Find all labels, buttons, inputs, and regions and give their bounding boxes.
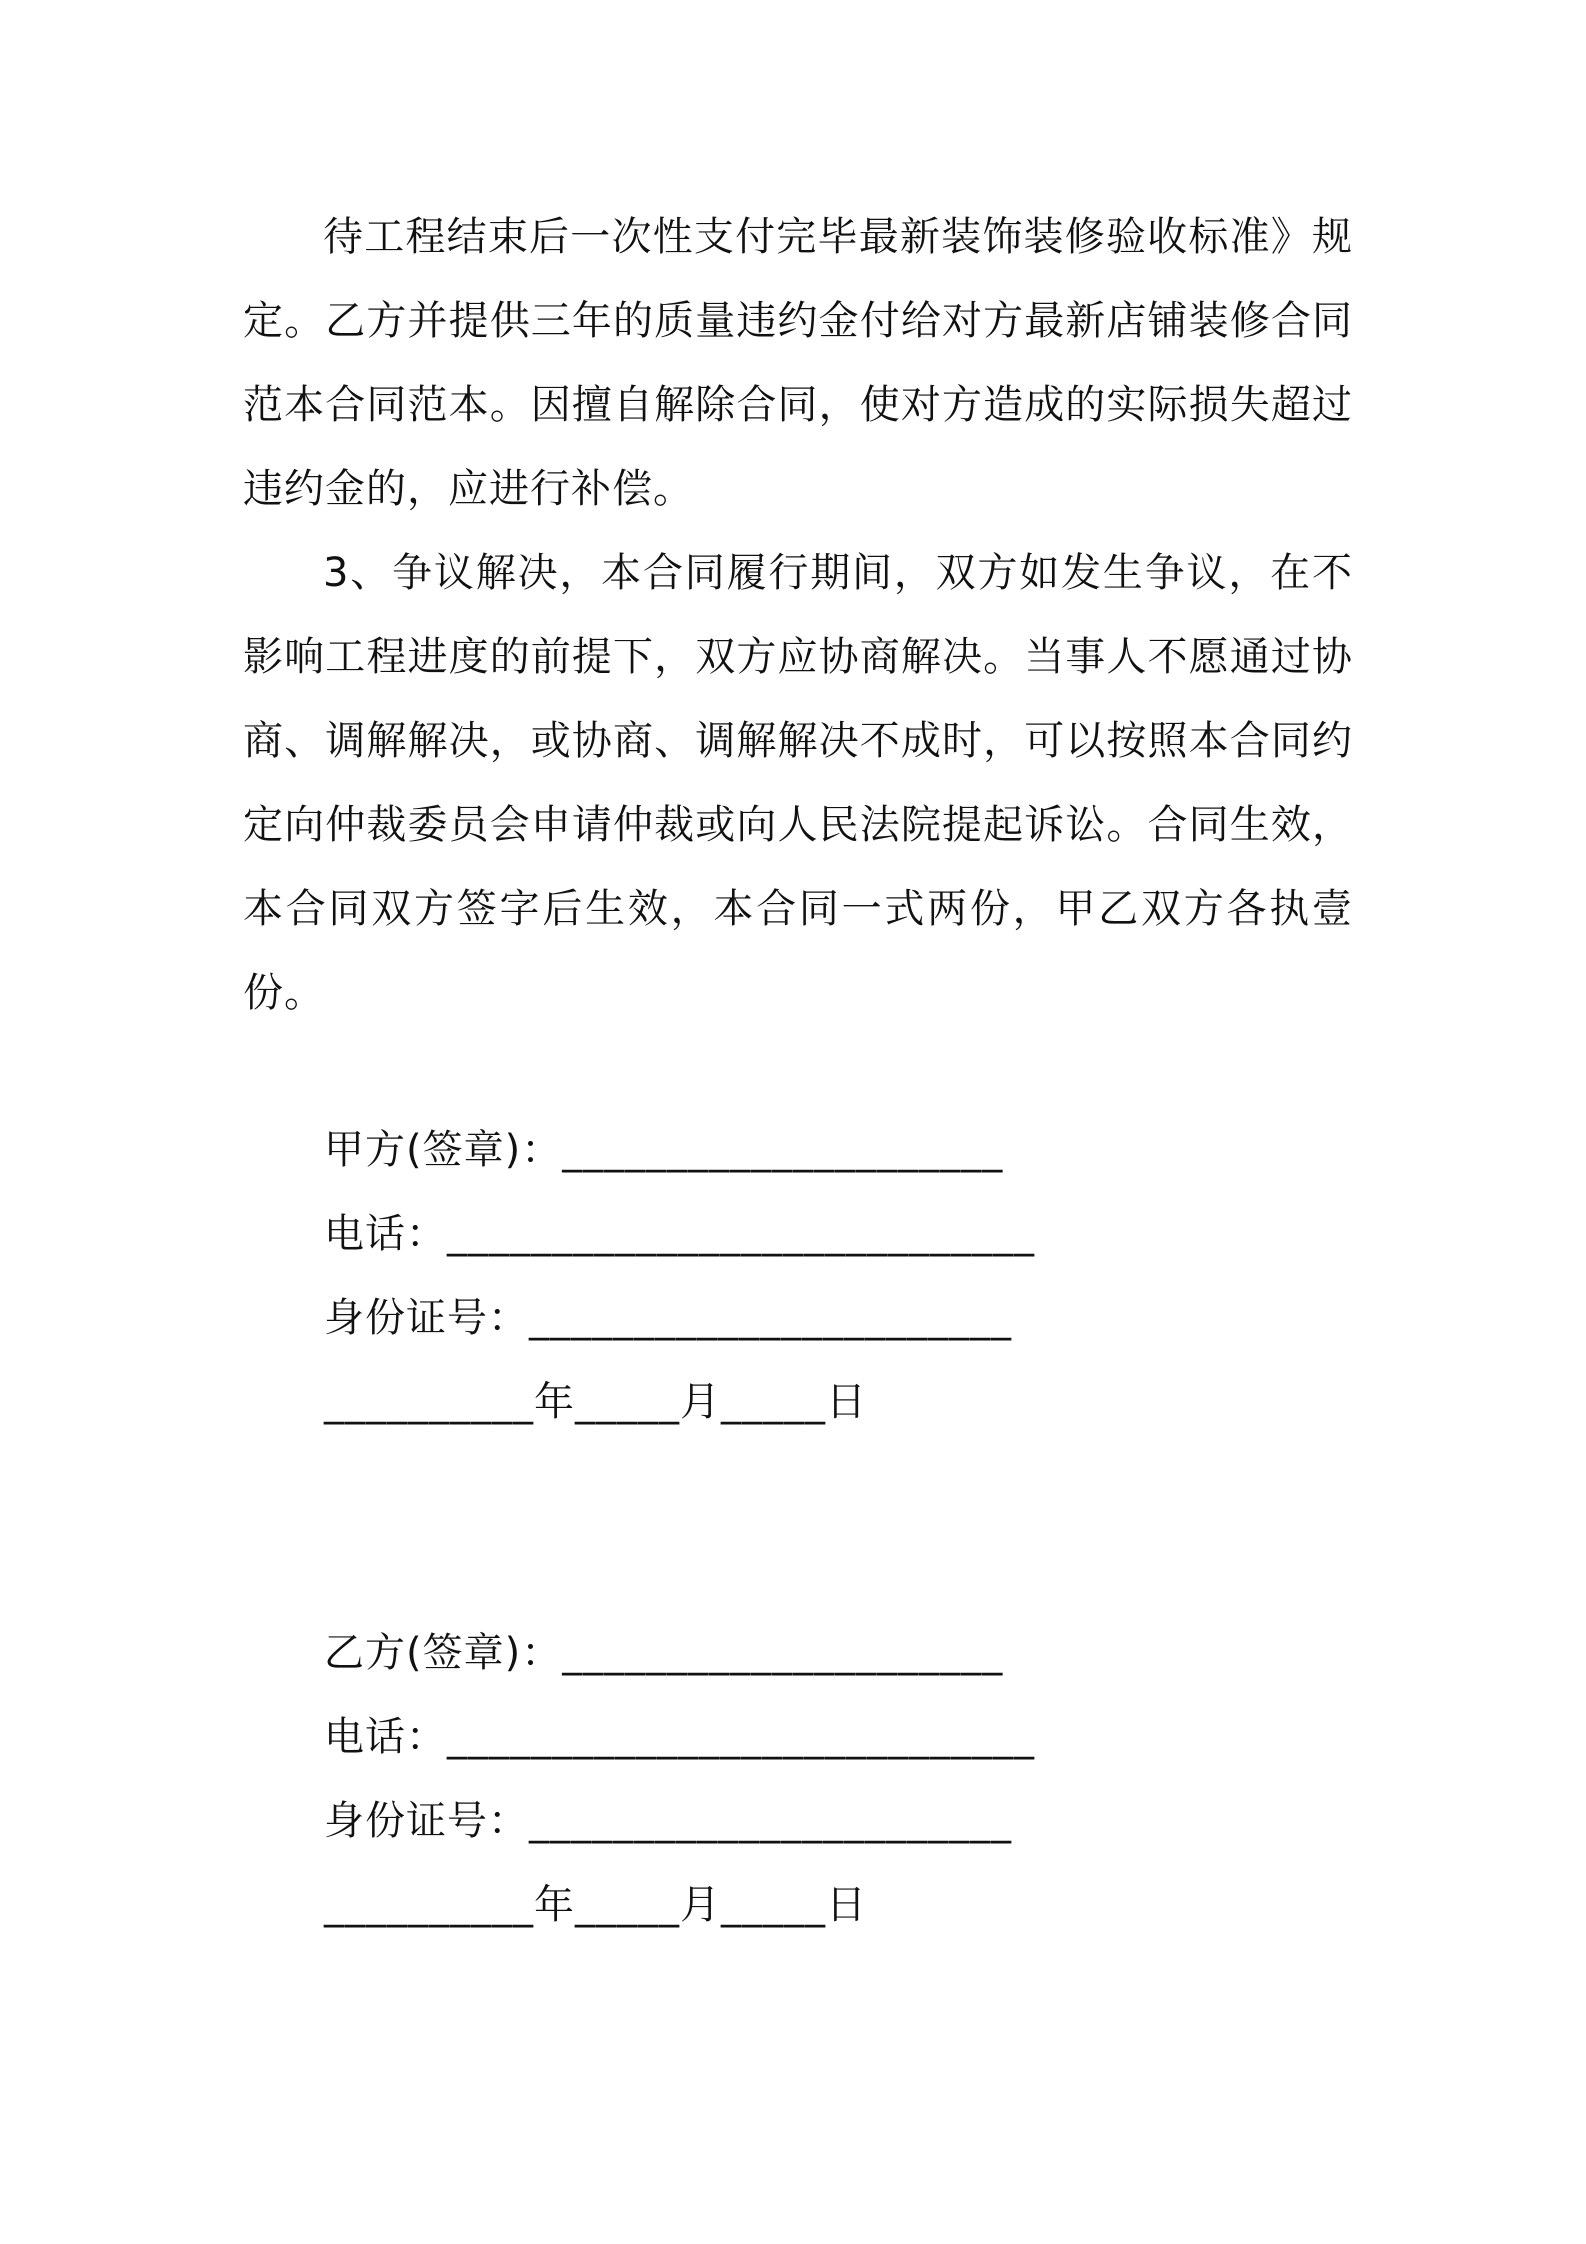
party-a-sign-line: 甲方(签章)：_____________________ [324,1127,1004,1173]
party-b-date-line: __________年_____月_____日 [324,1882,867,1928]
party-b-signature-block [324,1611,1224,1947]
contract-body [243,195,1353,1035]
party-a-signature-block [324,1108,1224,1444]
paragraph-breach-compensation: 待工程结束后一次性支付完毕最新装饰装修验收标准》规定。乙方并提供三年的质量违约金付给对方最新店铺装修合同范本合同范本。因擅自解除合同，使对方造成的实际损失超过违约金的，应进行补偿。 [243,214,1353,512]
paragraph-dispute-resolution: 3、争议解决，本合同履行期间，双方如发生争议，在不影响工程进度的前提下，双方应协商解决。当事人不愿通过协商、调解解决，或协商、调解解决不成时，可以按照本合同约定向仲裁委员会申请仲裁或向人民法院提起诉讼。合同生效，本合同双方签字后生效，本合同一式两份，甲乙双方各执壹份。 [243,550,1353,1016]
party-a-date-line: __________年_____月_____日 [324,1379,867,1425]
party-b-sign-line: 乙方(签章)：_____________________ [324,1630,1004,1676]
party-b-id-line: 身份证号：_______________________ [324,1798,1012,1844]
party-a-phone-line: 电话：____________________________ [324,1211,1035,1257]
party-a-id-line: 身份证号：_______________________ [324,1295,1012,1341]
party-b-phone-line: 电话：____________________________ [324,1714,1035,1760]
